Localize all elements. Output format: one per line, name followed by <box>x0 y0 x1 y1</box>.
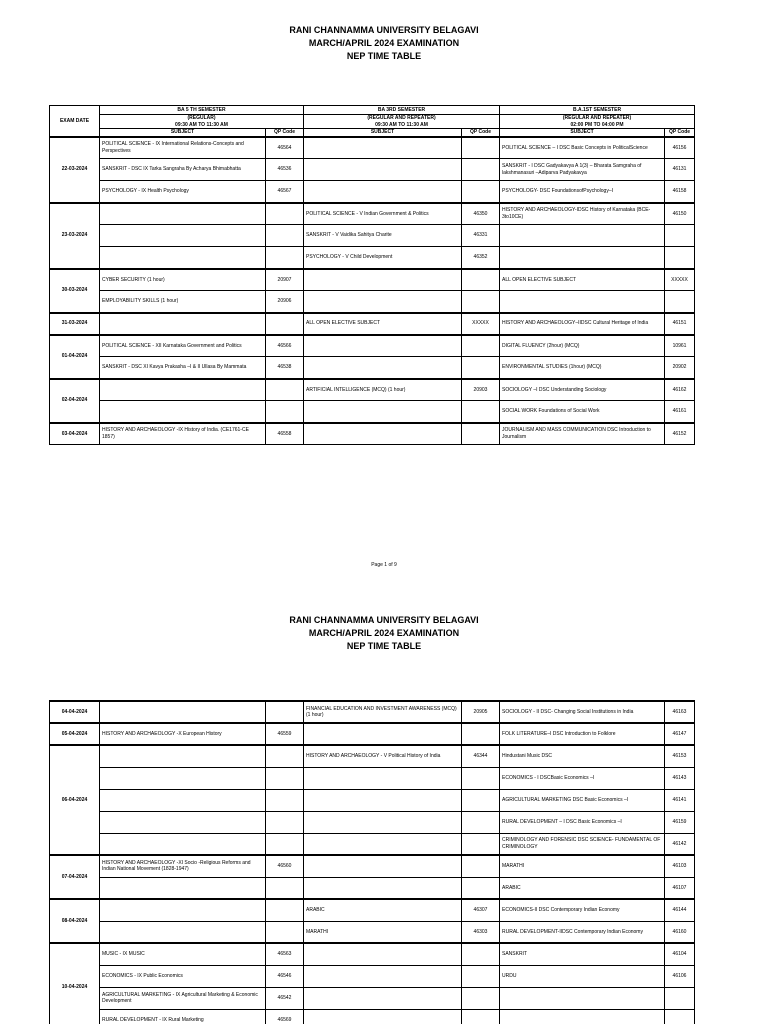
subject-cell <box>100 811 266 833</box>
timetable-body-1 <box>50 137 695 445</box>
table-row <box>50 767 695 789</box>
exam-date-cell: 10-04-2024 <box>50 943 100 1024</box>
qp-code-cell: 46560 <box>266 855 304 877</box>
table-row <box>50 335 695 357</box>
qp-code-cell <box>462 335 500 357</box>
qp-code-cell <box>266 745 304 767</box>
subject-cell <box>304 855 462 877</box>
table-row <box>50 401 695 423</box>
qp-code-cell: 20903 <box>462 379 500 401</box>
subject-cell <box>304 423 462 445</box>
qp-code-cell: 46142 <box>665 833 695 855</box>
sem1-type: (REGULAR AND REPEATER) 02:00 PM TO 04:00 PM <box>500 115 695 129</box>
qp-code-cell <box>266 401 304 423</box>
subject-cell: HISTORY AND ARCHAEOLOGY -IX History of India. (CE1761-CE 1857) <box>100 423 266 445</box>
qp-code-cell: 46103 <box>665 855 695 877</box>
table-row <box>50 291 695 313</box>
qp-code-cell <box>462 965 500 987</box>
subject-cell <box>500 225 665 247</box>
qp-code-cell: 46569 <box>266 1009 304 1024</box>
qp-code-cell: 46161 <box>665 401 695 423</box>
page-header <box>0 24 768 63</box>
qp-code-cell: 46162 <box>665 379 695 401</box>
subject-header: SUBJECT <box>304 129 462 137</box>
exam-date-header: EXAM DATE <box>50 106 100 137</box>
subject-cell: JOURNALISM AND MASS COMMUNICATION DSC Introduction to Journalism <box>500 423 665 445</box>
subject-cell: POLITICAL SCIENCE - V Indian Government & Politics <box>304 203 462 225</box>
exam-date-cell: 07-04-2024 <box>50 855 100 899</box>
subject-cell: SANSKRIT <box>500 943 665 965</box>
qp-code-cell <box>462 811 500 833</box>
qp-code-cell <box>266 811 304 833</box>
exam-date-cell: 04-04-2024 <box>50 701 100 723</box>
timetable-body-2 <box>50 701 695 1024</box>
subject-cell: AGRICULTURAL MARKETING - IX Agricultural Marketing & Economic Development <box>100 987 266 1009</box>
qp-code-cell: 46307 <box>462 899 500 921</box>
subject-cell: SANSKRIT - V Vaidika Sahitya Charite <box>304 225 462 247</box>
qp-code-cell: 46143 <box>665 767 695 789</box>
qp-code-cell: 46156 <box>665 137 695 159</box>
table-row <box>50 137 695 159</box>
qp-code-cell <box>462 987 500 1009</box>
subject-cell <box>304 137 462 159</box>
timetable-title: NEP TIME TABLE <box>346 51 422 61</box>
subject-cell: RURAL DEVELOPMENT – I DSC Basic Economics –I <box>500 811 665 833</box>
qp-code-cell <box>266 701 304 723</box>
qp-code-cell: 46141 <box>665 789 695 811</box>
subject-cell <box>304 159 462 181</box>
qp-code-cell: 46303 <box>462 921 500 943</box>
qp-code-cell <box>462 877 500 899</box>
qp-code-cell <box>665 1009 695 1024</box>
exam-date-cell: 01-04-2024 <box>50 335 100 379</box>
page-header <box>0 614 768 653</box>
subject-cell: POLITICAL SCIENCE - IX International Relations-Concepts and Perspectives <box>100 137 266 159</box>
table-row <box>50 723 695 745</box>
sem3-type: (REGULAR AND REPEATER) 09:30 AM TO 11:30 AM <box>304 115 500 129</box>
qp-code-cell <box>462 181 500 203</box>
subject-cell: HISTORY AND ARCHAEOLOGY -X European History <box>100 723 266 745</box>
subject-cell <box>304 291 462 313</box>
qp-code-cell: 20907 <box>266 269 304 291</box>
subject-cell: CRIMINOLOGY AND FORENSIC DSC SCIENCE- FUNDAMENTAL OF CRIMINOLOGY <box>500 833 665 855</box>
subject-cell: PSYCHOLOGY- DSC FoundationsofPsychology–I <box>500 181 665 203</box>
qp-code-cell: 46163 <box>665 701 695 723</box>
subject-cell <box>100 789 266 811</box>
subject-cell <box>304 811 462 833</box>
qp-code-cell: 46151 <box>665 313 695 335</box>
subject-cell: FINANCIAL EDUCATION AND INVESTMENT AWARENESS (MCQ) (1 hour) <box>304 701 462 723</box>
qp-code-cell: 46150 <box>665 203 695 225</box>
qp-code-cell <box>462 723 500 745</box>
qp-code-cell: 20905 <box>462 701 500 723</box>
subject-cell <box>100 203 266 225</box>
subject-cell <box>304 181 462 203</box>
qp-code-cell: 20906 <box>266 291 304 313</box>
table-row <box>50 943 695 965</box>
subject-cell: AGRICULTURAL MARKETING DSC Basic Economics –I <box>500 789 665 811</box>
subject-cell <box>500 291 665 313</box>
subject-cell <box>100 921 266 943</box>
qp-code-cell: 20902 <box>665 357 695 379</box>
qp-code-cell <box>266 225 304 247</box>
subject-cell <box>304 1009 462 1024</box>
subject-cell <box>500 987 665 1009</box>
qp-code-cell <box>462 159 500 181</box>
table-row <box>50 159 695 181</box>
qp-code-cell: 46144 <box>665 899 695 921</box>
table-row <box>50 921 695 943</box>
subject-header: SUBJECT <box>100 129 266 137</box>
subject-header: SUBJECT <box>500 129 665 137</box>
subject-cell: SOCIAL WORK Foundations of Social Work <box>500 401 665 423</box>
table-row <box>50 181 695 203</box>
table-row <box>50 855 695 877</box>
qp-code-cell: 46107 <box>665 877 695 899</box>
table-row <box>50 203 695 225</box>
exam-date-cell: 02-04-2024 <box>50 379 100 423</box>
table-row <box>50 701 695 723</box>
qp-code-cell <box>266 203 304 225</box>
qp-code-cell <box>462 137 500 159</box>
subject-cell: ENVIRONMENTAL STUDIES (1hour) (MCQ) <box>500 357 665 379</box>
subject-cell <box>100 833 266 855</box>
table-row <box>50 423 695 445</box>
subject-cell <box>100 745 266 767</box>
qp-code-cell: 46538 <box>266 357 304 379</box>
qp-code-cell: 46331 <box>462 225 500 247</box>
qp-code-cell <box>266 921 304 943</box>
table-row <box>50 225 695 247</box>
subject-cell: PSYCHOLOGY - V Child Development <box>304 247 462 269</box>
table-row <box>50 1009 695 1024</box>
qp-code-cell: 46536 <box>266 159 304 181</box>
qp-code-cell: 46566 <box>266 335 304 357</box>
exam-date-cell: 03-04-2024 <box>50 423 100 445</box>
timetable-page-2 <box>49 700 695 1024</box>
qp-code-cell <box>266 313 304 335</box>
subject-cell <box>100 247 266 269</box>
qp-code-cell <box>462 291 500 313</box>
subject-cell: SANSKRIT - DSC IX Tarka Sangraha By Acharya Bhimabhatta <box>100 159 266 181</box>
table-row <box>50 811 695 833</box>
subject-cell <box>500 1009 665 1024</box>
qp-code-cell: 46104 <box>665 943 695 965</box>
qp-code-cell <box>266 877 304 899</box>
subject-cell: HISTORY AND ARCHAEOLOGY–IIDSC Cultural Heritage of India <box>500 313 665 335</box>
qp-code-cell <box>266 247 304 269</box>
table-row <box>50 965 695 987</box>
qp-code-cell <box>266 767 304 789</box>
qp-code-cell <box>462 1009 500 1024</box>
subject-cell: DIGITAL FLUENCY (2hour) (MCQ) <box>500 335 665 357</box>
subject-cell <box>304 965 462 987</box>
qp-code-cell: 46564 <box>266 137 304 159</box>
qp-code-cell: 46152 <box>665 423 695 445</box>
subject-cell: POLITICAL SCIENCE - XII Karnataka Government and Politics <box>100 335 266 357</box>
exam-date-cell: 08-04-2024 <box>50 899 100 943</box>
subject-cell <box>100 701 266 723</box>
table-row <box>50 247 695 269</box>
subject-cell: ALL OPEN ELECTIVE SUBJECT <box>304 313 462 335</box>
exam-date-cell: 06-04-2024 <box>50 745 100 855</box>
subject-cell <box>100 313 266 335</box>
subject-cell: FOLK LITERATURE–I DSC Introduction to Folklore <box>500 723 665 745</box>
qp-code-cell: XXXXX <box>462 313 500 335</box>
qp-code-cell: 46344 <box>462 745 500 767</box>
qp-code-cell <box>665 987 695 1009</box>
page-2 <box>0 590 768 1024</box>
subject-cell: Hindustani Music DSC <box>500 745 665 767</box>
subject-cell <box>304 987 462 1009</box>
qp-code-cell <box>665 247 695 269</box>
qp-code-cell <box>462 833 500 855</box>
qp-code-cell: 46158 <box>665 181 695 203</box>
subject-cell: MUSIC - IX MUSIC <box>100 943 266 965</box>
subject-cell <box>500 247 665 269</box>
subject-cell: ECONOMICS-II DSC Contemporary Indian Economy <box>500 899 665 921</box>
table-row <box>50 899 695 921</box>
timetable-title: NEP TIME TABLE <box>346 641 422 651</box>
qp-code-cell <box>462 767 500 789</box>
subject-cell: HISTORY AND ARCHAEOLOGY -XI Socio -Religious Reforms and Indian National Movement (1828-1947) <box>100 855 266 877</box>
qp-code-cell <box>462 943 500 965</box>
qp-code-cell <box>462 401 500 423</box>
qp-code-cell: 46131 <box>665 159 695 181</box>
subject-cell: SOCIOLOGY - II DSC- Changing Social Institutions in India <box>500 701 665 723</box>
subject-cell: ARABIC <box>500 877 665 899</box>
subject-cell <box>304 943 462 965</box>
university-name: RANI CHANNAMMA UNIVERSITY BELAGAVI <box>289 25 479 35</box>
timetable-page-1 <box>49 105 695 445</box>
qp-code-cell: 46546 <box>266 965 304 987</box>
qp-code-cell: 46567 <box>266 181 304 203</box>
qp-code-cell: 46106 <box>665 965 695 987</box>
qp-code-cell: 46350 <box>462 203 500 225</box>
qp-code-cell: 10961 <box>665 335 695 357</box>
subject-cell: RURAL DEVELOPMENT-IIDSC Contemporary Indian Economy <box>500 921 665 943</box>
subject-cell: SOCIOLOGY –I DSC Understanding Sociology <box>500 379 665 401</box>
qp-code-cell <box>462 789 500 811</box>
subject-cell <box>100 379 266 401</box>
qp-code-cell: 46147 <box>665 723 695 745</box>
subject-cell: SANSKRIT - I DSC Gadyakavya A 1(3) – Bharata Samgraha of lakshmanasuri –Adiparva Padyakavya <box>500 159 665 181</box>
subject-cell: ECONOMICS - IX Public Economics <box>100 965 266 987</box>
subject-cell <box>304 723 462 745</box>
sem5-type: (REGULAR) 09:30 AM TO 11:30 AM <box>100 115 304 129</box>
subject-cell <box>100 767 266 789</box>
subject-cell <box>304 877 462 899</box>
subject-cell: ALL OPEN ELECTIVE SUBJECT <box>500 269 665 291</box>
qp-code-cell <box>665 225 695 247</box>
subject-cell: CYBER SECURITY (1 hour) <box>100 269 266 291</box>
subject-cell: MARATHI <box>500 855 665 877</box>
table-row <box>50 789 695 811</box>
qp-code-cell <box>665 291 695 313</box>
qp-code-cell: 46352 <box>462 247 500 269</box>
qp-code-cell <box>462 357 500 379</box>
subject-cell: HISTORY AND ARCHAEOLOGY-IDSC History of Karnataka (BCE-3to10CE) <box>500 203 665 225</box>
subject-cell <box>100 401 266 423</box>
subject-cell: URDU <box>500 965 665 987</box>
page-footer: Page 1 of 9 <box>371 562 397 568</box>
subject-cell: SANSKRIT - DSC XI Kavya Prakasha –I & II Ullasa By Mammata <box>100 357 266 379</box>
exam-date-cell: 22-03-2024 <box>50 137 100 203</box>
subject-cell: ARABIC <box>304 899 462 921</box>
subject-cell: PSYCHOLOGY - IX Health Psychology <box>100 181 266 203</box>
qp-code-cell: 46563 <box>266 943 304 965</box>
table-row <box>50 357 695 379</box>
subject-cell: ECONOMICS - I DSCBasic Economics –I <box>500 767 665 789</box>
subject-cell <box>304 767 462 789</box>
table-row <box>50 269 695 291</box>
subject-cell <box>304 789 462 811</box>
qp-code-header: QP Code <box>665 129 695 137</box>
subject-cell: EMPLOYABILITY SKILLS (1 hour) <box>100 291 266 313</box>
subject-cell <box>304 833 462 855</box>
university-name: RANI CHANNAMMA UNIVERSITY BELAGAVI <box>289 615 479 625</box>
qp-code-cell <box>462 269 500 291</box>
exam-date-cell: 30-03-2024 <box>50 269 100 313</box>
subject-cell: POLITICAL SCIENCE – I DSC Basic Concepts in PoliticalScience <box>500 137 665 159</box>
qp-code-cell: 46153 <box>665 745 695 767</box>
qp-code-cell <box>266 833 304 855</box>
qp-code-cell: 46559 <box>266 723 304 745</box>
exam-date-cell: 23-03-2024 <box>50 203 100 269</box>
subject-cell: HISTORY AND ARCHAEOLOGY - V Political History of India <box>304 745 462 767</box>
exam-name: MARCH/APRIL 2024 EXAMINATION <box>308 628 460 638</box>
subject-cell <box>100 877 266 899</box>
qp-code-cell: 46160 <box>665 921 695 943</box>
qp-code-cell <box>462 855 500 877</box>
qp-code-cell <box>266 899 304 921</box>
subject-cell: ARTIFICIAL INTELLIGENCE (MCQ) (1 hour) <box>304 379 462 401</box>
qp-code-cell: XXXXX <box>665 269 695 291</box>
sem5-header: BA 5 TH SEMESTER <box>100 106 304 115</box>
table-row <box>50 987 695 1009</box>
subject-cell <box>304 357 462 379</box>
exam-name: MARCH/APRIL 2024 EXAMINATION <box>308 38 460 48</box>
table-row <box>50 313 695 335</box>
table-row <box>50 745 695 767</box>
qp-code-cell <box>266 379 304 401</box>
subject-cell <box>100 225 266 247</box>
qp-code-header: QP Code <box>462 129 500 137</box>
sem3-header: BA 3RD SEMESTER <box>304 106 500 115</box>
sem1-header: B.A.1ST SEMESTER <box>500 106 695 115</box>
subject-cell: MARATHI <box>304 921 462 943</box>
qp-code-cell <box>266 789 304 811</box>
exam-date-cell: 05-04-2024 <box>50 723 100 745</box>
subject-cell: RURAL DEVELOPMENT - IX Rural Marketing <box>100 1009 266 1024</box>
table-row <box>50 833 695 855</box>
subject-cell <box>304 401 462 423</box>
qp-code-header: QP Code <box>266 129 304 137</box>
qp-code-cell <box>462 423 500 445</box>
table-row <box>50 877 695 899</box>
qp-code-cell: 46558 <box>266 423 304 445</box>
qp-code-cell: 46159 <box>665 811 695 833</box>
subject-cell <box>304 335 462 357</box>
exam-date-cell: 31-03-2024 <box>50 313 100 335</box>
subject-cell <box>100 899 266 921</box>
table-row <box>50 379 695 401</box>
qp-code-cell: 46542 <box>266 987 304 1009</box>
subject-cell <box>304 269 462 291</box>
